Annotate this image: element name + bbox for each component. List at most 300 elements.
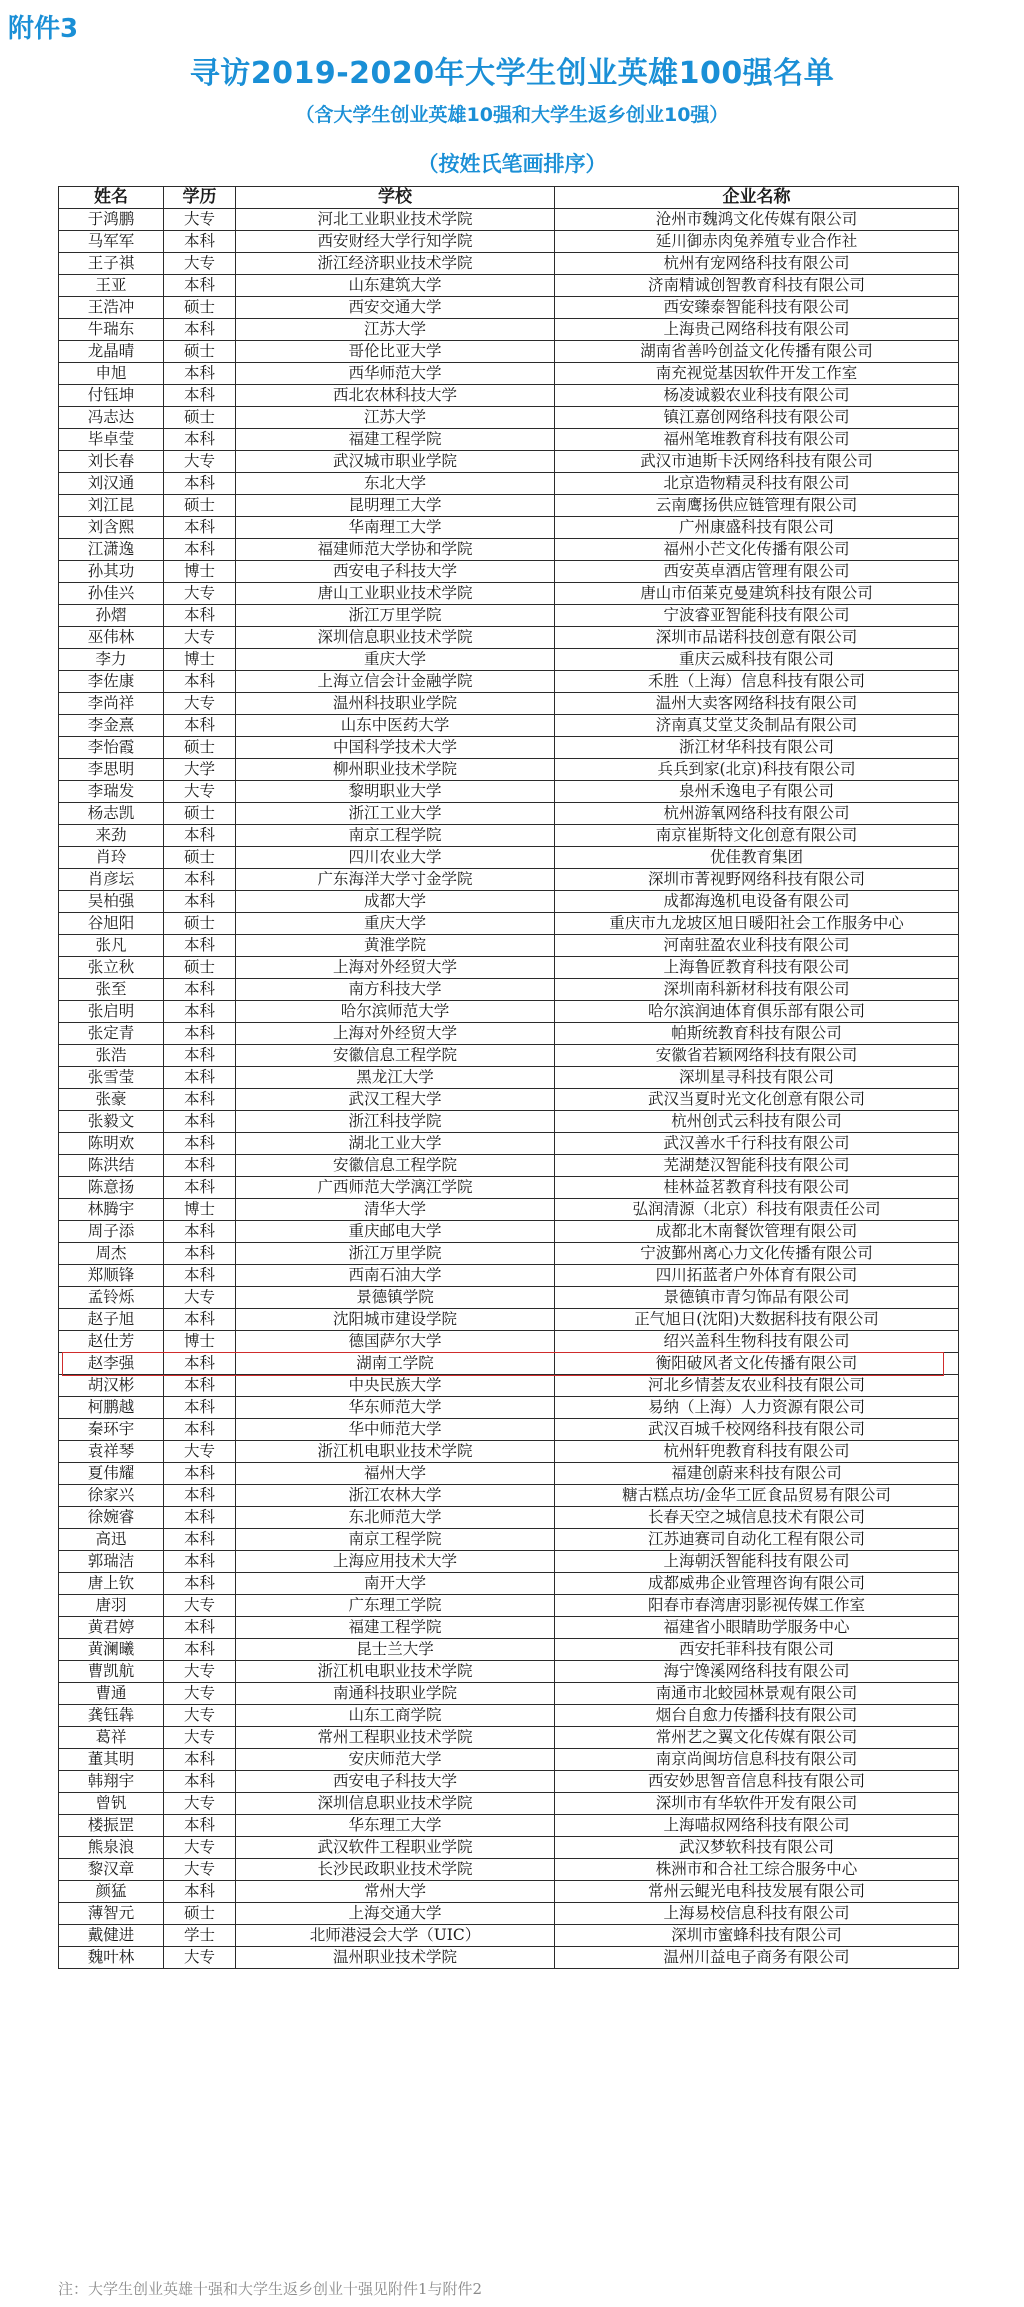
- cell-company: 上海喵叔网络科技有限公司: [555, 1815, 959, 1837]
- cell-school: 成都大学: [236, 891, 555, 913]
- cell-name: 毕卓莹: [59, 429, 164, 451]
- table-row: [59, 539, 959, 561]
- cell-education: 本科: [164, 1111, 236, 1133]
- cell-company: 长春天空之城信息技术有限公司: [555, 1507, 959, 1529]
- table-row: [59, 759, 959, 781]
- cell-school: 南方科技大学: [236, 979, 555, 1001]
- cell-name: 江潇逸: [59, 539, 164, 561]
- cell-school: 哥伦比亚大学: [236, 341, 555, 363]
- cell-name: 王浩冲: [59, 297, 164, 319]
- cell-education: 本科: [164, 1265, 236, 1287]
- table-row: [59, 825, 959, 847]
- cell-company: 镇江嘉创网络科技有限公司: [555, 407, 959, 429]
- table-row: [59, 1859, 959, 1881]
- cell-education: 大专: [164, 1705, 236, 1727]
- cell-company: 浙江材华科技有限公司: [555, 737, 959, 759]
- cell-school: 武汉城市职业学院: [236, 451, 555, 473]
- table-row: [59, 1309, 959, 1331]
- cell-name: 颜猛: [59, 1881, 164, 1903]
- cell-school: 西安电子科技大学: [236, 1771, 555, 1793]
- table-row: [59, 1023, 959, 1045]
- cell-company: 深圳市有华软件开发有限公司: [555, 1793, 959, 1815]
- cell-name: 徐家兴: [59, 1485, 164, 1507]
- cell-company: 哈尔滨润迪体育俱乐部有限公司: [555, 1001, 959, 1023]
- cell-name: 吴柏强: [59, 891, 164, 913]
- cell-name: 唐上钦: [59, 1573, 164, 1595]
- cell-name: 黎汉章: [59, 1859, 164, 1881]
- cell-company: 上海贵己网络科技有限公司: [555, 319, 959, 341]
- table-row: [59, 671, 959, 693]
- cell-education: 本科: [164, 275, 236, 297]
- cell-name: 徐婉睿: [59, 1507, 164, 1529]
- cell-education: 本科: [164, 825, 236, 847]
- cell-name: 陈洪结: [59, 1155, 164, 1177]
- cell-name: 孙其功: [59, 561, 164, 583]
- cell-education: 大专: [164, 253, 236, 275]
- cell-name: 申旭: [59, 363, 164, 385]
- cell-school: 福建工程学院: [236, 1617, 555, 1639]
- cell-company: 广州康盛科技有限公司: [555, 517, 959, 539]
- cell-education: 本科: [164, 1155, 236, 1177]
- cell-name: 熊泉浪: [59, 1837, 164, 1859]
- cell-school: 武汉工程大学: [236, 1089, 555, 1111]
- cell-name: 牛瑞东: [59, 319, 164, 341]
- table-row: [59, 1089, 959, 1111]
- cell-education: 本科: [164, 363, 236, 385]
- cell-school: 安庆师范大学: [236, 1749, 555, 1771]
- cell-school: 上海对外经贸大学: [236, 1023, 555, 1045]
- cell-name: 刘长春: [59, 451, 164, 473]
- cell-school: 浙江工业大学: [236, 803, 555, 825]
- cell-school: 广东理工学院: [236, 1595, 555, 1617]
- cell-school: 景德镇学院: [236, 1287, 555, 1309]
- cell-company: 优佳教育集团: [555, 847, 959, 869]
- cell-name: 张立秋: [59, 957, 164, 979]
- table-row: [59, 1265, 959, 1287]
- cell-company: 海宁馋溪网络科技有限公司: [555, 1661, 959, 1683]
- cell-name: 张启明: [59, 1001, 164, 1023]
- cell-school: 武汉软件工程职业学院: [236, 1837, 555, 1859]
- cell-school: 浙江万里学院: [236, 605, 555, 627]
- cell-education: 硕士: [164, 803, 236, 825]
- cell-company: 深圳市菁视野网络科技有限公司: [555, 869, 959, 891]
- cell-company: 温州川益电子商务有限公司: [555, 1947, 959, 1969]
- table-row: [59, 1397, 959, 1419]
- cell-education: 硕士: [164, 737, 236, 759]
- cell-education: 大专: [164, 1947, 236, 1969]
- cell-name: 杨志凯: [59, 803, 164, 825]
- cell-school: 北师港浸会大学（UIC）: [236, 1925, 555, 1947]
- cell-school: 唐山工业职业技术学院: [236, 583, 555, 605]
- cell-school: 德国萨尔大学: [236, 1331, 555, 1353]
- cell-school: 浙江经济职业技术学院: [236, 253, 555, 275]
- cell-school: 昆士兰大学: [236, 1639, 555, 1661]
- cell-name: 董其明: [59, 1749, 164, 1771]
- cell-school: 西南石油大学: [236, 1265, 555, 1287]
- table-row: [59, 1133, 959, 1155]
- cell-company: 西安托菲科技有限公司: [555, 1639, 959, 1661]
- cell-education: 本科: [164, 429, 236, 451]
- cell-education: 大专: [164, 1727, 236, 1749]
- cell-education: 本科: [164, 891, 236, 913]
- cell-name: 楼振罡: [59, 1815, 164, 1837]
- cell-school: 西北农林科技大学: [236, 385, 555, 407]
- page-subtitle: （含大学生创业英雄10强和大学生返乡创业10强）: [295, 104, 729, 126]
- table-row: [59, 1485, 959, 1507]
- cell-education: 本科: [164, 869, 236, 891]
- cell-education: 硕士: [164, 341, 236, 363]
- cell-company: 福州笔堆教育科技有限公司: [555, 429, 959, 451]
- cell-company: 云南鹰扬供应链管理有限公司: [555, 495, 959, 517]
- cell-name: 刘汉通: [59, 473, 164, 495]
- cell-company: 杭州游氧网络科技有限公司: [555, 803, 959, 825]
- cell-name: 孙熠: [59, 605, 164, 627]
- table-row: [59, 1925, 959, 1947]
- table-row: [59, 385, 959, 407]
- table-row: [59, 429, 959, 451]
- cell-school: 江苏大学: [236, 319, 555, 341]
- cell-education: 本科: [164, 1551, 236, 1573]
- cell-education: 本科: [164, 605, 236, 627]
- cell-company: 重庆市九龙坡区旭日暖阳社会工作服务中心: [555, 913, 959, 935]
- sort-note: （按姓氏笔画排序）: [417, 152, 607, 176]
- cell-name: 黄澜曦: [59, 1639, 164, 1661]
- table-row: [59, 715, 959, 737]
- cell-name: 柯鹏越: [59, 1397, 164, 1419]
- cell-name: 孙佳兴: [59, 583, 164, 605]
- table-row: [59, 803, 959, 825]
- cell-education: 大专: [164, 1595, 236, 1617]
- table-row: [59, 1947, 959, 1969]
- cell-name: 林腾宇: [59, 1199, 164, 1221]
- cell-company: 桂林益茗教育科技有限公司: [555, 1177, 959, 1199]
- cell-school: 柳州职业技术学院: [236, 759, 555, 781]
- cell-school: 温州科技职业学院: [236, 693, 555, 715]
- cell-company: 武汉善水千行科技有限公司: [555, 1133, 959, 1155]
- cell-name: 赵子旭: [59, 1309, 164, 1331]
- table-row: [59, 451, 959, 473]
- cell-education: 本科: [164, 1375, 236, 1397]
- cell-company: 宁波鄞州离心力文化传播有限公司: [555, 1243, 959, 1265]
- header-education: 学历: [164, 187, 236, 209]
- cell-school: 四川农业大学: [236, 847, 555, 869]
- cell-name: 秦环宇: [59, 1419, 164, 1441]
- cell-education: 大专: [164, 693, 236, 715]
- cell-name: 冯志达: [59, 407, 164, 429]
- cell-school: 南京工程学院: [236, 1529, 555, 1551]
- cell-education: 大专: [164, 583, 236, 605]
- cell-company: 正气旭日(沈阳)大数据科技有限公司: [555, 1309, 959, 1331]
- table-row: [59, 583, 959, 605]
- cell-education: 本科: [164, 385, 236, 407]
- cell-education: 本科: [164, 1177, 236, 1199]
- cell-school: 深圳信息职业技术学院: [236, 627, 555, 649]
- cell-company: 南通市北蛟园林景观有限公司: [555, 1683, 959, 1705]
- cell-education: 本科: [164, 1749, 236, 1771]
- cell-company: 泉州禾逸电子有限公司: [555, 781, 959, 803]
- cell-company: 南京尚闽坊信息科技有限公司: [555, 1749, 959, 1771]
- cell-company: 弘润清源（北京）科技有限责任公司: [555, 1199, 959, 1221]
- cell-name: 胡汉彬: [59, 1375, 164, 1397]
- cell-company: 福建创蔚来科技有限公司: [555, 1463, 959, 1485]
- header-company: 企业名称: [555, 187, 959, 209]
- cell-name: 谷旭阳: [59, 913, 164, 935]
- cell-education: 本科: [164, 1089, 236, 1111]
- cell-name: 曹凯航: [59, 1661, 164, 1683]
- cell-education: 本科: [164, 1463, 236, 1485]
- table-row: [59, 627, 959, 649]
- table-row: [59, 649, 959, 671]
- cell-education: 本科: [164, 1045, 236, 1067]
- cell-name: 马军军: [59, 231, 164, 253]
- table-row: [59, 1771, 959, 1793]
- cell-name: 李尚祥: [59, 693, 164, 715]
- cell-school: 清华大学: [236, 1199, 555, 1221]
- cell-school: 上海应用技术大学: [236, 1551, 555, 1573]
- cell-name: 袁祥琴: [59, 1441, 164, 1463]
- cell-company: 深圳星寻科技有限公司: [555, 1067, 959, 1089]
- page-title: 寻访2019-2020年大学生创业英雄100强名单: [189, 56, 835, 91]
- cell-name: 肖彦坛: [59, 869, 164, 891]
- cell-company: 深圳市品诺科技创意有限公司: [555, 627, 959, 649]
- cell-name: 张毅文: [59, 1111, 164, 1133]
- table-row: [59, 1507, 959, 1529]
- cell-school: 华中师范大学: [236, 1419, 555, 1441]
- cell-school: 广西师范大学漓江学院: [236, 1177, 555, 1199]
- cell-education: 本科: [164, 1397, 236, 1419]
- cell-school: 西安交通大学: [236, 297, 555, 319]
- cell-name: 夏伟耀: [59, 1463, 164, 1485]
- table-row: [59, 341, 959, 363]
- cell-company: 西安臻泰智能科技有限公司: [555, 297, 959, 319]
- cell-company: 河北乡情荟友农业科技有限公司: [555, 1375, 959, 1397]
- cell-school: 华东理工大学: [236, 1815, 555, 1837]
- cell-company: 福建省小眼睛助学服务中心: [555, 1617, 959, 1639]
- cell-company: 湖南省善吟创益文化传播有限公司: [555, 341, 959, 363]
- cell-name: 唐羽: [59, 1595, 164, 1617]
- table-row: [59, 1221, 959, 1243]
- cell-name: 陈明欢: [59, 1133, 164, 1155]
- cell-school: 湖北工业大学: [236, 1133, 555, 1155]
- cell-name: 付钰坤: [59, 385, 164, 407]
- cell-name: 陈意扬: [59, 1177, 164, 1199]
- cell-education: 本科: [164, 231, 236, 253]
- cell-education: 硕士: [164, 847, 236, 869]
- cell-school: 山东中医药大学: [236, 715, 555, 737]
- cell-name: 周杰: [59, 1243, 164, 1265]
- table-row: [59, 1243, 959, 1265]
- table-row: [59, 1705, 959, 1727]
- cell-education: 大专: [164, 1683, 236, 1705]
- cell-education: 本科: [164, 1419, 236, 1441]
- cell-school: 浙江万里学院: [236, 1243, 555, 1265]
- table-row: [59, 1463, 959, 1485]
- table-row: [59, 1001, 959, 1023]
- table-header-row: [59, 187, 959, 209]
- cell-company: 安徽省若颖网络科技有限公司: [555, 1045, 959, 1067]
- table-row: [59, 1529, 959, 1551]
- cell-name: 张至: [59, 979, 164, 1001]
- table-row: [59, 979, 959, 1001]
- table-row: [59, 693, 959, 715]
- cell-education: 硕士: [164, 957, 236, 979]
- cell-education: 本科: [164, 1221, 236, 1243]
- cell-school: 山东建筑大学: [236, 275, 555, 297]
- cell-company: 绍兴盖科生物科技有限公司: [555, 1331, 959, 1353]
- header-name: 姓名: [59, 187, 164, 209]
- footnote: 注：大学生创业英雄十强和大学生返乡创业十强见附件1与附件2: [58, 2280, 483, 2298]
- cell-company: 延川御赤肉兔养殖专业合作社: [555, 231, 959, 253]
- table-row: [59, 1045, 959, 1067]
- cell-name: 张浩: [59, 1045, 164, 1067]
- cell-company: 南充视觉基因软件开发工作室: [555, 363, 959, 385]
- cell-school: 山东工商学院: [236, 1705, 555, 1727]
- cell-company: 南京崔斯特文化创意有限公司: [555, 825, 959, 847]
- cell-school: 黎明职业大学: [236, 781, 555, 803]
- cell-education: 本科: [164, 539, 236, 561]
- cell-name: 黄君婷: [59, 1617, 164, 1639]
- cell-school: 安徽信息工程学院: [236, 1155, 555, 1177]
- cell-education: 硕士: [164, 407, 236, 429]
- cell-school: 南京工程学院: [236, 825, 555, 847]
- cell-education: 本科: [164, 1243, 236, 1265]
- cell-school: 湖南工学院: [236, 1353, 555, 1375]
- cell-education: 大专: [164, 209, 236, 231]
- cell-company: 济南真艾堂艾灸制品有限公司: [555, 715, 959, 737]
- cell-school: 西安电子科技大学: [236, 561, 555, 583]
- cell-company: 成都北木南餐饮管理有限公司: [555, 1221, 959, 1243]
- cell-school: 浙江科技学院: [236, 1111, 555, 1133]
- cell-company: 北京造物精灵科技有限公司: [555, 473, 959, 495]
- cell-school: 河北工业职业技术学院: [236, 209, 555, 231]
- cell-name: 于鸿鹏: [59, 209, 164, 231]
- cell-education: 硕士: [164, 913, 236, 935]
- cell-education: 本科: [164, 319, 236, 341]
- table-row: [59, 561, 959, 583]
- cell-name: 王子祺: [59, 253, 164, 275]
- cell-school: 深圳信息职业技术学院: [236, 1793, 555, 1815]
- cell-education: 本科: [164, 1771, 236, 1793]
- cell-company: 河南驻盈农业科技有限公司: [555, 935, 959, 957]
- cell-education: 大专: [164, 1793, 236, 1815]
- table-row: [59, 1441, 959, 1463]
- cell-name: 郑顺锋: [59, 1265, 164, 1287]
- cell-school: 江苏大学: [236, 407, 555, 429]
- cell-school: 华南理工大学: [236, 517, 555, 539]
- cell-school: 浙江机电职业技术学院: [236, 1441, 555, 1463]
- cell-name: 葛祥: [59, 1727, 164, 1749]
- cell-school: 昆明理工大学: [236, 495, 555, 517]
- cell-education: 大专: [164, 1837, 236, 1859]
- cell-education: 本科: [164, 1573, 236, 1595]
- cell-company: 芜湖楚汉智能科技有限公司: [555, 1155, 959, 1177]
- table-row: [59, 1749, 959, 1771]
- cell-school: 中央民族大学: [236, 1375, 555, 1397]
- cell-name: 来劲: [59, 825, 164, 847]
- table-row: [59, 1573, 959, 1595]
- cell-company: 兵兵到家(北京)科技有限公司: [555, 759, 959, 781]
- cell-company: 景德镇市青匀饰品有限公司: [555, 1287, 959, 1309]
- table-row: [59, 1727, 959, 1749]
- table-row: [59, 869, 959, 891]
- cell-name: 孟铃烁: [59, 1287, 164, 1309]
- cell-education: 本科: [164, 935, 236, 957]
- cell-education: 本科: [164, 473, 236, 495]
- cell-company: 杭州轩兜教育科技有限公司: [555, 1441, 959, 1463]
- cell-company: 温州大卖客网络科技有限公司: [555, 693, 959, 715]
- cell-education: 大专: [164, 1287, 236, 1309]
- table-row: [59, 913, 959, 935]
- cell-school: 黑龙江大学: [236, 1067, 555, 1089]
- cell-school: 东北师范大学: [236, 1507, 555, 1529]
- table-row: [59, 275, 959, 297]
- cell-education: 大学: [164, 759, 236, 781]
- cell-education: 本科: [164, 1001, 236, 1023]
- cell-name: 刘江昆: [59, 495, 164, 517]
- cell-school: 东北大学: [236, 473, 555, 495]
- cell-company: 武汉百城千校网络科技有限公司: [555, 1419, 959, 1441]
- cell-education: 本科: [164, 671, 236, 693]
- cell-company: 福州小芒文化传播有限公司: [555, 539, 959, 561]
- cell-company: 常州艺之翼文化传媒有限公司: [555, 1727, 959, 1749]
- cell-company: 糖古糕点坊/金华工匠食品贸易有限公司: [555, 1485, 959, 1507]
- table-row: [59, 1683, 959, 1705]
- cell-name: 曾钒: [59, 1793, 164, 1815]
- table-row: [59, 1903, 959, 1925]
- table-row: [59, 1837, 959, 1859]
- cell-company: 沧州市魏鸿文化传媒有限公司: [555, 209, 959, 231]
- cell-name: 魏叶林: [59, 1947, 164, 1969]
- cell-education: 本科: [164, 1133, 236, 1155]
- cell-school: 南通科技职业学院: [236, 1683, 555, 1705]
- cell-company: 上海朝沃智能科技有限公司: [555, 1551, 959, 1573]
- cell-education: 大专: [164, 451, 236, 473]
- cell-education: 博士: [164, 561, 236, 583]
- table-row: [59, 517, 959, 539]
- attachment-label: 附件3: [8, 14, 79, 44]
- table-row: [59, 957, 959, 979]
- cell-school: 西安财经大学行知学院: [236, 231, 555, 253]
- cell-education: 大专: [164, 1441, 236, 1463]
- cell-company: 四川拓蓝者户外体育有限公司: [555, 1265, 959, 1287]
- table-row: [59, 1639, 959, 1661]
- cell-education: 本科: [164, 1485, 236, 1507]
- cell-education: 本科: [164, 517, 236, 539]
- cell-education: 本科: [164, 1353, 236, 1375]
- table-row: [59, 1111, 959, 1133]
- cell-name: 刘含熙: [59, 517, 164, 539]
- table-row: [59, 1661, 959, 1683]
- table-row: [59, 1375, 959, 1397]
- cell-name: 韩翔宇: [59, 1771, 164, 1793]
- table-row: [59, 847, 959, 869]
- cell-school: 浙江农林大学: [236, 1485, 555, 1507]
- cell-name: 李思明: [59, 759, 164, 781]
- cell-name: 李佐康: [59, 671, 164, 693]
- cell-name: 肖玲: [59, 847, 164, 869]
- cell-school: 重庆大学: [236, 913, 555, 935]
- table-row: [59, 319, 959, 341]
- cell-education: 硕士: [164, 297, 236, 319]
- table-row: [59, 1881, 959, 1903]
- table-row: [59, 1155, 959, 1177]
- cell-school: 西华师范大学: [236, 363, 555, 385]
- cell-name: 李怡霞: [59, 737, 164, 759]
- cell-school: 南开大学: [236, 1573, 555, 1595]
- cell-education: 大专: [164, 781, 236, 803]
- cell-name: 薄智元: [59, 1903, 164, 1925]
- cell-company: 西安英卓酒店管理有限公司: [555, 561, 959, 583]
